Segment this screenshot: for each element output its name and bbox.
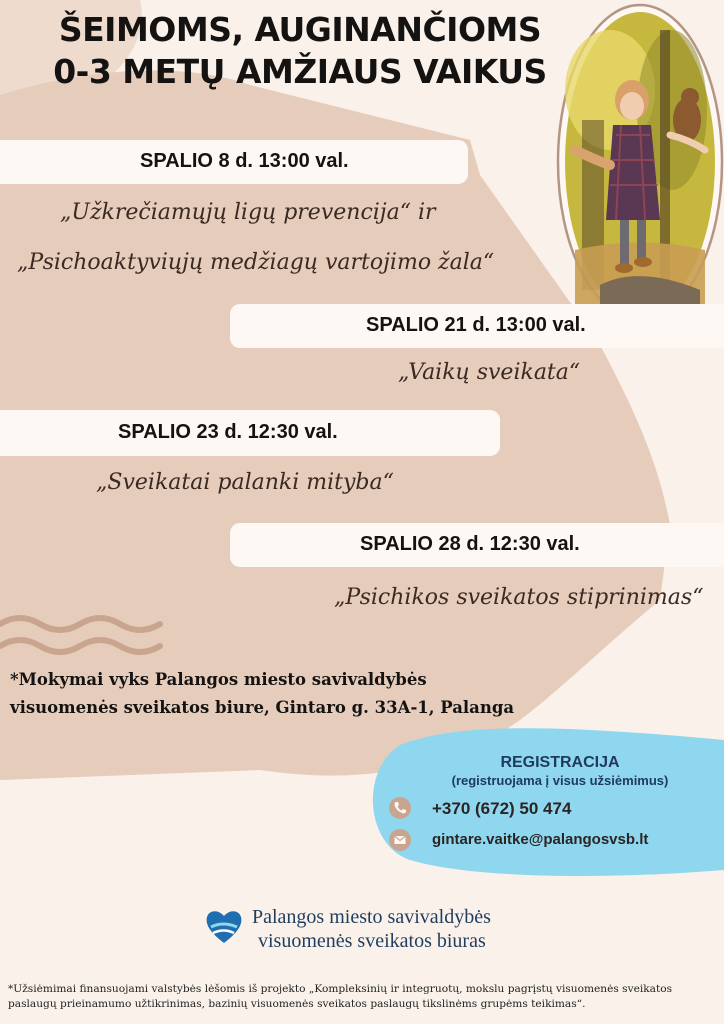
location-note-line-2: visuomenės sveikatos biure, Gintaro g. 33A-1, Palanga	[10, 698, 515, 717]
organization-name-line-2: visuomenės sveikatos biuras	[258, 930, 486, 952]
session-4-date: SPALIO 28 d. 12:30 val.	[360, 533, 580, 555]
session-2-date: SPALIO 21 d. 13:00 val.	[366, 314, 586, 336]
session-1-date: SPALIO 8 d. 13:00 val.	[140, 150, 349, 172]
heart-logo-icon	[203, 905, 245, 947]
session-3-date: SPALIO 23 d. 12:30 val.	[118, 421, 338, 443]
registration-phone[interactable]: +370 (672) 50 474	[432, 799, 572, 818]
organization-name-line-1: Palangos miesto savivaldybės	[252, 906, 491, 928]
session-1-topic-line-2: „Psichoaktyviųjų medžiagų vartojimo žala“	[17, 250, 495, 275]
title-line-2: 0-3 METŲ AMŽIAUS VAIKUS	[53, 52, 547, 91]
title-line-1: ŠEIMOMS, AUGINANČIOMS	[58, 10, 542, 49]
session-2-topic: „Vaikų sveikata“	[398, 360, 581, 385]
session-4-topic: „Psichikos sveikatos stiprinimas“	[334, 585, 704, 610]
funding-footnote: *Užsiėmimai finansuojami valstybės lėšomis iš projekto „Kompleksinių ir integruotų, mokslu pagrįstų visuomenės sveikatos paslaugų prieinamumo užtikrinimas, bazinių visuomenės sveikatos paslaugų tikslinėms grupėms teikimas“.	[8, 983, 673, 1010]
location-note-line-1: *Mokymai vyks Palangos miesto savivaldybės	[10, 670, 427, 689]
registration-subtitle: (registruojama į visus užsiėmimus)	[451, 773, 669, 788]
session-1-topic-line-1: „Užkrečiamųjų ligų prevencija“ ir	[60, 200, 436, 225]
envelope-icon	[389, 829, 411, 851]
phone-icon	[389, 797, 411, 819]
session-3-topic: „Sveikatai palanki mityba“	[96, 470, 394, 495]
registration-title: REGISTRACIJA	[500, 754, 620, 771]
registration-email[interactable]: gintare.vaitke@palangosvsb.lt	[432, 831, 649, 848]
